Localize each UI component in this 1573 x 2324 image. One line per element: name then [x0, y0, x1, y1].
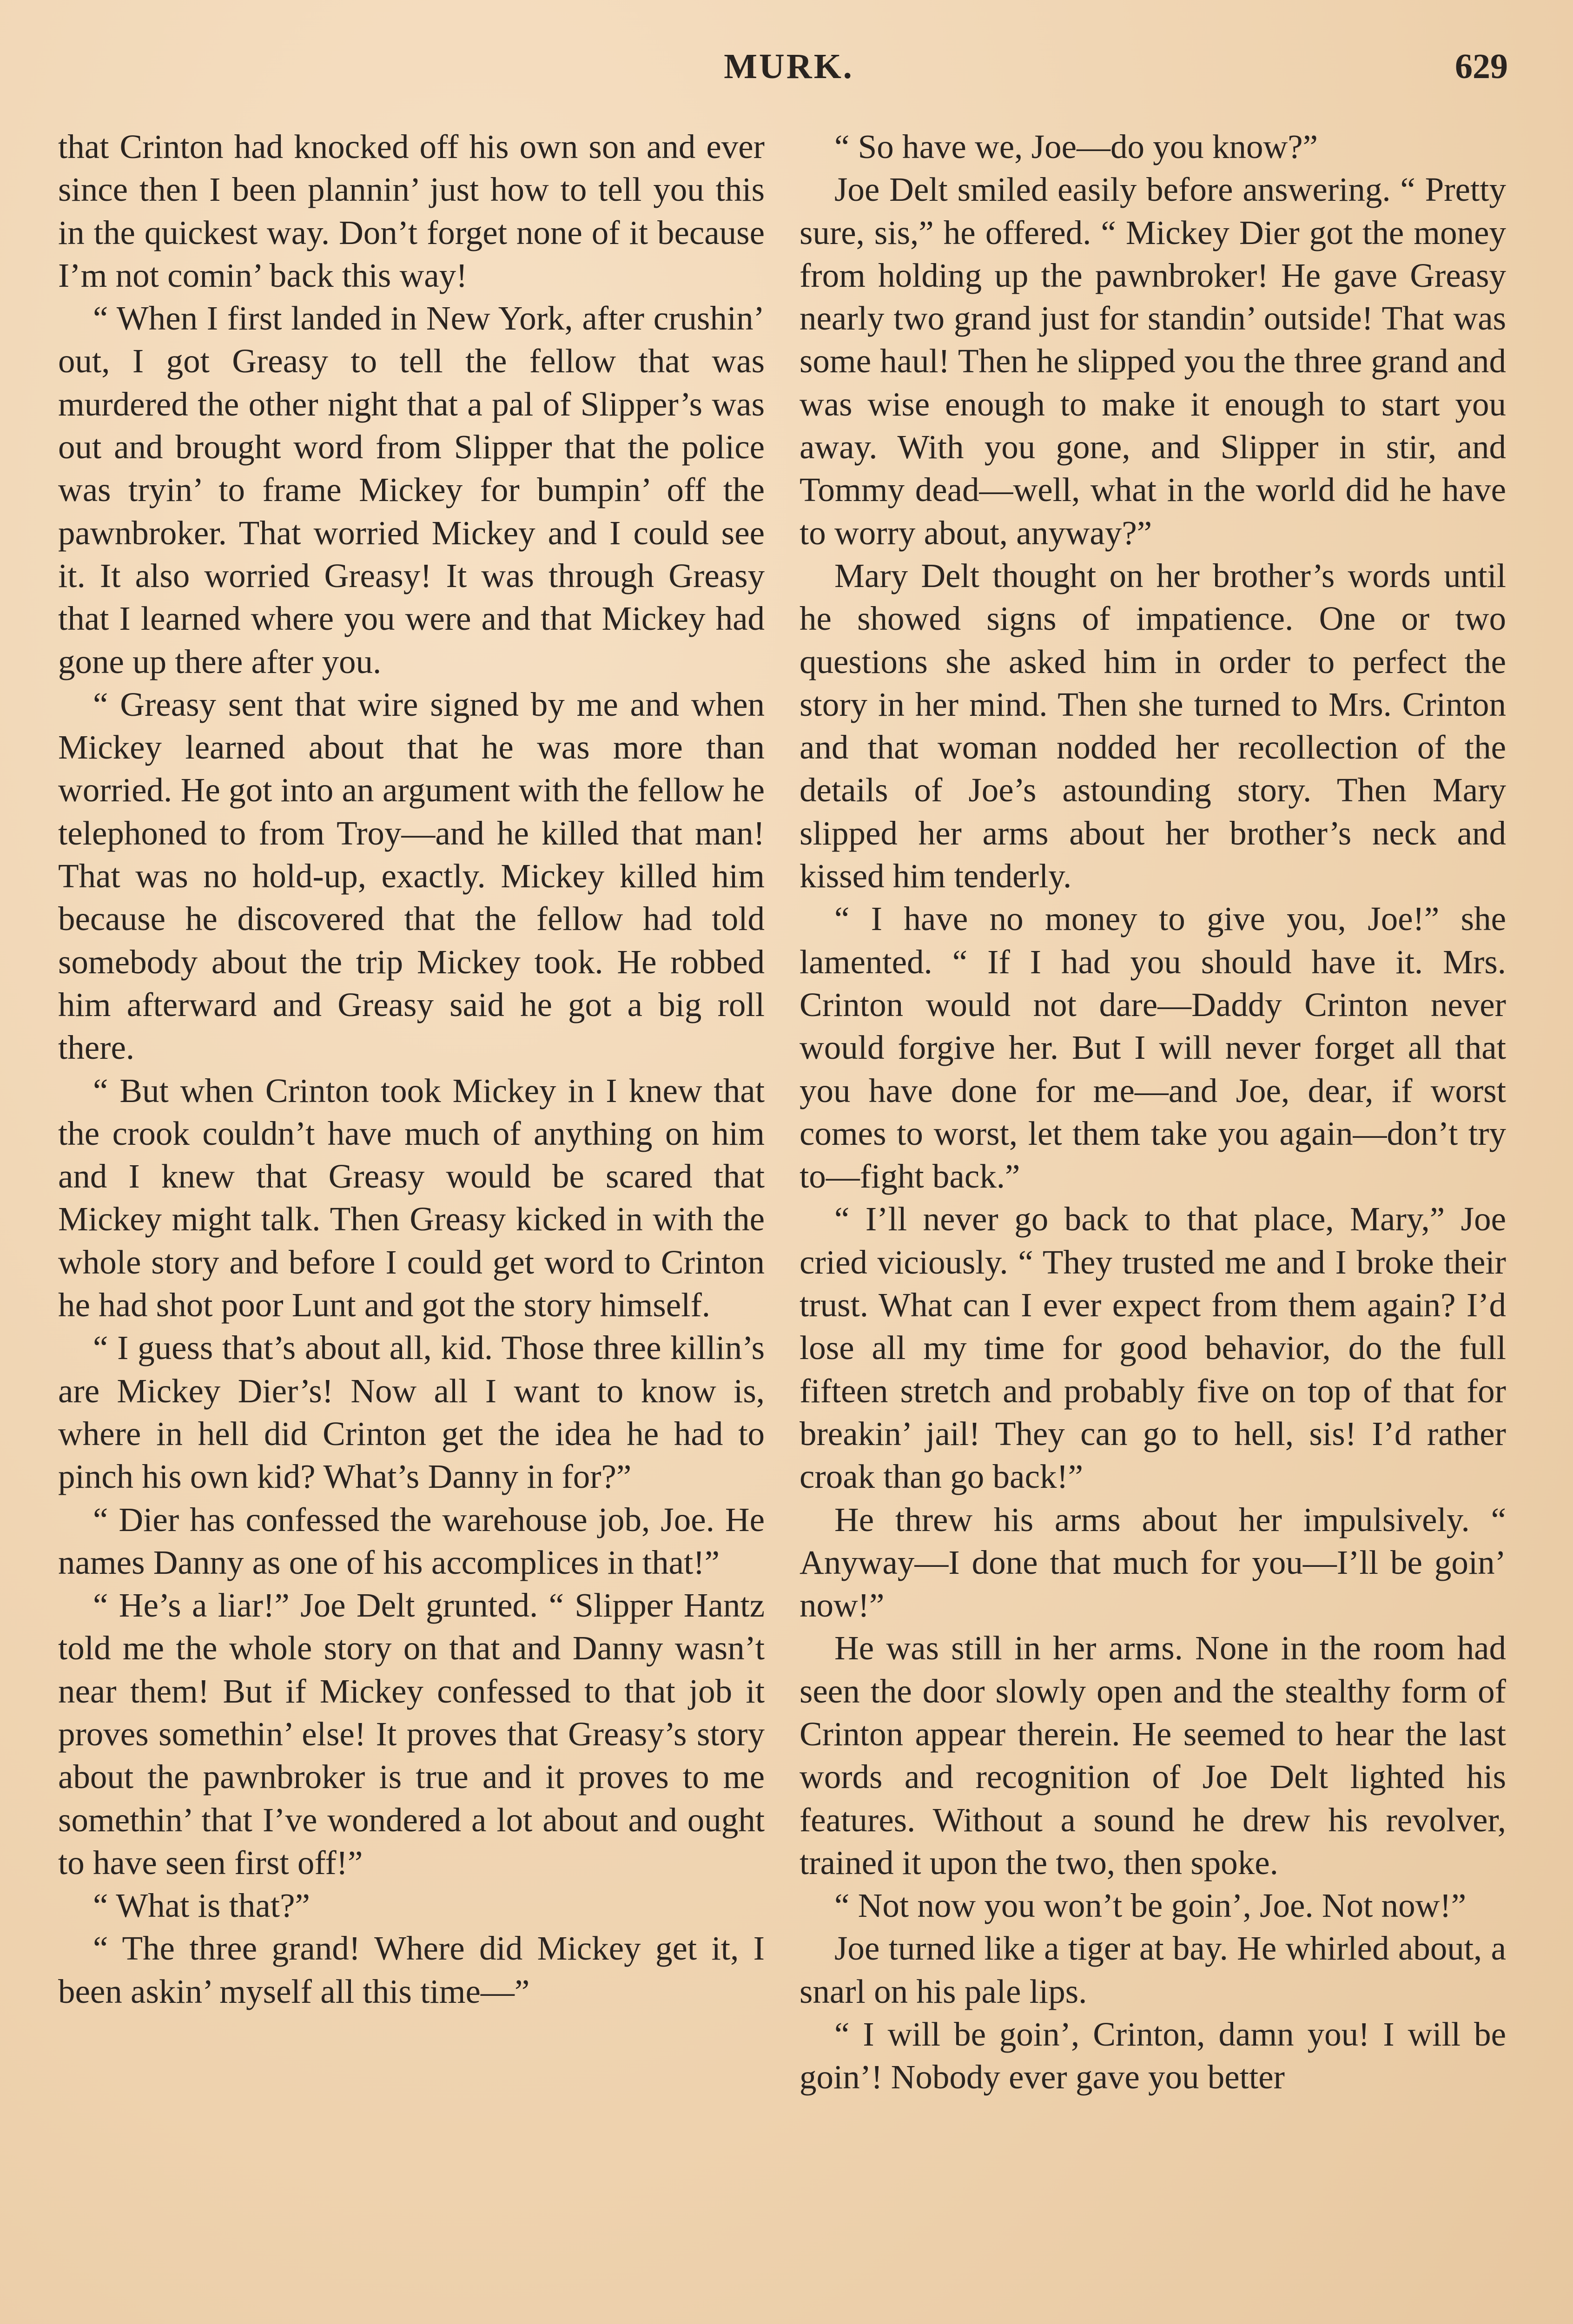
page-number: 629: [1455, 47, 1508, 86]
paragraph: “ But when Crinton took Mickey in I knew that the crook couldn’t have much of anything on him and I knew that Greasy would be scared that Mickey might talk. Then Greasy kicked in with the whole story and before I could get word to Crinton he had shot poor Lunt and got the story himself.: [58, 1071, 765, 1324]
paragraph: Joe turned like a tiger at bay. He whirled about, a snarl on his pale lips.: [800, 1929, 1506, 2010]
paragraph: “ The three grand! Where did Mickey get it, I been askin’ myself all this time—”: [58, 1929, 765, 2010]
page-header: [56, 46, 1522, 98]
right-column: [800, 125, 1506, 2099]
paragraph: “ What is that?”: [93, 1887, 310, 1925]
left-column: [58, 125, 765, 2013]
running-title: MURK.: [724, 47, 854, 86]
paragraph: Joe Delt smiled easily before answering. “ Pretty sure, sis,” he offered. “ Mickey Dier got the money from holding up the pawnbroker! He gave Greasy nearly two grand just for standin’ outside! That was some haul! Then he slipped you the three grand and was wise enough to make it enough to start you away. With you gone, and Slipper in stir, and Tommy dead—well, what in the world did he have to worry about, anyway?”: [800, 171, 1506, 552]
paragraph: “ When I first landed in New York, after crushin’ out, I got Greasy to tell the fellow that was murdered the other night that a pal of Slipper’s was out and brought word from Slipper that the police was tryin’ to frame Mickey for bumpin’ off the pawnbroker. That worried Mickey and I could see it. It also worried Greasy! It was through Greasy that I learned where you were and that Mickey had gone up there after you.: [58, 299, 765, 680]
paragraph: He was still in her arms. None in the room had seen the door slowly open and the stealthy form of Crinton appear therein. He seemed to hear the last words and recognition of Joe Delt lighted his features. Without a sound he drew his revolver, trained it upon the two, then spoke.: [800, 1629, 1506, 1882]
paragraph: “ He’s a liar!” Joe Delt grunted. “ Slipper Hantz told me the whole story on that and Danny wasn’t near them! But if Mickey confessed to that job it proves somethin’ else! It proves that Greasy’s story about the pawnbroker is true and it proves to me somethin’ that I’ve wondered a lot about and ought to have seen first off!”: [58, 1586, 765, 1882]
paragraph: “ Greasy sent that wire signed by me and when Mickey learned about that he was more than worried. He got into an argument with the fellow he telephoned to from Troy—and he killed that man! That was no hold-up, exactly. Mickey killed him because he discovered that the fellow had told somebody about the trip Mickey took. He robbed him afterward and Greasy said he got a big roll there.: [58, 685, 765, 1067]
paragraph: “ I have no money to give you, Joe!” she lamented. “ If I had you should have it. Mrs. Crinton would not dare—Daddy Crinton never would forgive her. But I will never forget all that you have done for me—and Joe, dear, if worst comes to worst, let them take you again—don’t try to—fight back.”: [800, 900, 1506, 1195]
paragraph: that Crinton had knocked off his own son and ever since then I been plannin’ just how to tell you this in the quickest way. Don’t forget none of it because I’m not comin’ back this way!: [58, 128, 765, 294]
paragraph: “ I will be goin’, Crinton, damn you! I will be goin’! Nobody ever gave you better: [800, 2015, 1506, 2096]
paragraph: “ Dier has confessed the warehouse job, Joe. He names Danny as one of his accomplices in that!”: [58, 1500, 765, 1581]
paragraph: He threw his arms about her impulsively. “ Anyway—I done that much for you—I’ll be goin’ now!”: [800, 1500, 1506, 1624]
paragraph: “ I’ll never go back to that place, Mary,” Joe cried viciously. “ They trusted me and I broke their trust. What can I ever expect from them again? I’d lose all my time for good behavior, do the full fifteen stretch and probably five on top of that for breakin’ jail! They can go to hell, sis! I’d rather croak than go back!”: [800, 1200, 1506, 1496]
paragraph: “ I guess that’s about all, kid. Those three killin’s are Mickey Dier’s! Now all I want to know is, where in hell did Crinton get the idea he had to pinch his own kid? What’s Danny in for?”: [58, 1329, 765, 1496]
paragraph: Mary Delt thought on her brother’s words until he showed signs of impatience. One or two questions she asked him in order to perfect the story in her mind. Then she turned to Mrs. Crinton and that woman nodded her recollection of the details of Joe’s astounding story. Then Mary slipped her arms about her brother’s neck and kissed him tenderly.: [800, 556, 1506, 895]
paragraph: “ So have we, Joe—do you know?”: [834, 128, 1318, 165]
paragraph: “ Not now you won’t be goin’, Joe. Not now!”: [834, 1887, 1467, 1925]
